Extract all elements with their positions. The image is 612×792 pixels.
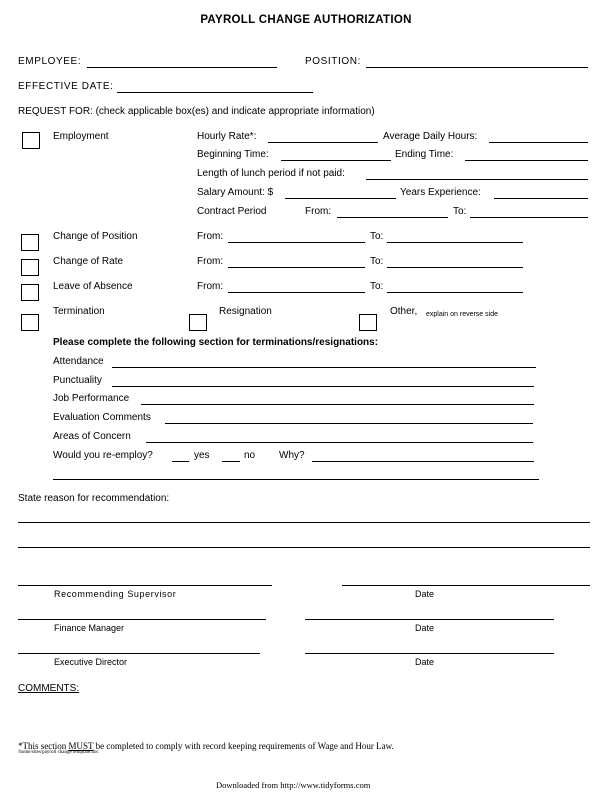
lunch-length-label: Length of lunch period if not paid: [197,168,345,179]
salary-amount-field[interactable] [285,198,396,199]
why-field[interactable] [312,461,534,462]
change-of-position-from-label: From: [197,231,224,242]
beginning-time-field[interactable] [281,160,391,161]
years-experience-field[interactable] [494,198,588,199]
contract-period-label: Contract Period [197,206,267,217]
change-of-rate-checkbox[interactable] [21,259,39,276]
hourly-rate-field[interactable] [268,142,378,143]
leave-of-absence-checkbox[interactable] [21,284,39,301]
effective-date-field[interactable] [117,92,313,93]
footer-note-prefix: *This section [18,741,69,751]
reemploy-yes-label: yes [194,450,210,461]
leave-of-absence-to-field[interactable] [387,292,523,293]
reason-label: State reason for recommendation: [18,493,170,504]
termination-checkbox[interactable] [21,314,39,331]
finance-manager-signature-line[interactable] [18,619,266,620]
reason-line-1[interactable] [18,522,590,523]
average-daily-hours-field[interactable] [489,142,588,143]
punctuality-field[interactable] [112,386,534,387]
why-label: Why? [279,450,305,461]
other-note: explain on reverse side [426,311,498,318]
change-of-rate-to-label: To: [370,256,384,267]
other-checkbox[interactable] [359,314,377,331]
change-of-position-checkbox[interactable] [21,234,39,251]
other-label: Other, [390,306,418,317]
leave-of-absence-to-label: To: [370,281,384,292]
average-daily-hours-label: Average Daily Hours: [383,131,478,142]
executive-director-date-line[interactable] [305,653,554,654]
footer-note-must: MUST [68,741,94,751]
reemploy-no-blank[interactable] [222,461,240,462]
request-for-label: REQUEST FOR: (check applicable box(es) and indicate appropriate information) [18,106,375,117]
download-credit-link[interactable]: http://www.tidyforms.com [280,780,371,790]
ending-time-field[interactable] [465,160,588,161]
change-of-position-label: Change of Position [53,231,138,242]
recommending-supervisor-date-line[interactable] [342,585,590,586]
hourly-rate-label: Hourly Rate*: [197,131,257,142]
leave-of-absence-label: Leave of Absence [53,281,133,292]
position-field[interactable] [366,67,588,68]
change-of-position-to-label: To: [370,231,384,242]
change-of-position-to-field[interactable] [387,242,523,243]
footer-file-path: /home/sites/payroll change template.doc [18,750,99,755]
years-experience-label: Years Experience: [400,187,481,198]
evaluation-comments-field[interactable] [165,423,533,424]
reemploy-yes-blank[interactable] [172,461,189,462]
recommending-supervisor-date-label: Date [415,589,435,599]
executive-director-signature-line[interactable] [18,653,260,654]
contract-from-field[interactable] [337,217,448,218]
leave-of-absence-from-field[interactable] [228,292,365,293]
evaluation-heading: Please complete the following section for terminations/resignations: [53,337,379,348]
reemploy-no-label: no [244,450,256,461]
employee-label: EMPLOYEE: [18,56,82,67]
form-title: PAYROLL CHANGE AUTHORIZATION [200,14,412,26]
leave-of-absence-from-label: From: [197,281,224,292]
position-label: POSITION: [305,56,361,67]
termination-label: Termination [53,306,105,317]
finance-manager-label: Finance Manager [54,623,125,633]
recommending-supervisor-signature-line[interactable] [18,585,272,586]
evaluation-comments-label: Evaluation Comments [53,412,151,423]
change-of-position-from-field[interactable] [228,242,365,243]
punctuality-label: Punctuality [53,375,102,386]
change-of-rate-from-field[interactable] [228,267,365,268]
reason-line-2[interactable] [18,547,590,548]
employee-field[interactable] [87,67,277,68]
contract-from-label: From: [305,206,332,217]
employment-checkbox[interactable] [22,132,40,149]
beginning-time-label: Beginning Time: [197,149,269,160]
salary-amount-label: Salary Amount: $ [197,187,274,198]
contract-to-field[interactable] [470,217,588,218]
change-of-rate-from-label: From: [197,256,224,267]
change-of-rate-to-field[interactable] [387,267,523,268]
recommending-supervisor-label: Recommending Supervisor [54,589,177,599]
why-field-continued[interactable] [53,479,539,480]
executive-director-label: Executive Director [54,657,128,667]
executive-director-date-label: Date [415,657,435,667]
comments-label: COMMENTS: [18,683,80,694]
finance-manager-date-label: Date [415,623,435,633]
ending-time-label: Ending Time: [395,149,454,160]
effective-date-label: EFFECTIVE DATE: [18,81,114,92]
contract-to-label: To: [453,206,467,217]
attendance-label: Attendance [53,356,104,367]
footer-note-suffix: be completed to comply with record keeping requirements of Wage and Hour Law. [93,741,394,751]
resignation-checkbox[interactable] [189,314,207,331]
areas-of-concern-field[interactable] [146,442,533,443]
download-credit [216,779,370,791]
change-of-rate-label: Change of Rate [53,256,124,267]
lunch-length-field[interactable] [366,179,588,180]
job-performance-label: Job Performance [53,393,130,404]
finance-manager-date-line[interactable] [305,619,554,620]
reemploy-label: Would you re-employ? [53,450,153,461]
employment-label: Employment [53,131,109,142]
areas-of-concern-label: Areas of Concern [53,431,131,442]
resignation-label: Resignation [219,306,272,317]
download-credit-prefix: Downloaded from [216,780,281,790]
attendance-field[interactable] [112,367,536,368]
job-performance-field[interactable] [141,404,534,405]
